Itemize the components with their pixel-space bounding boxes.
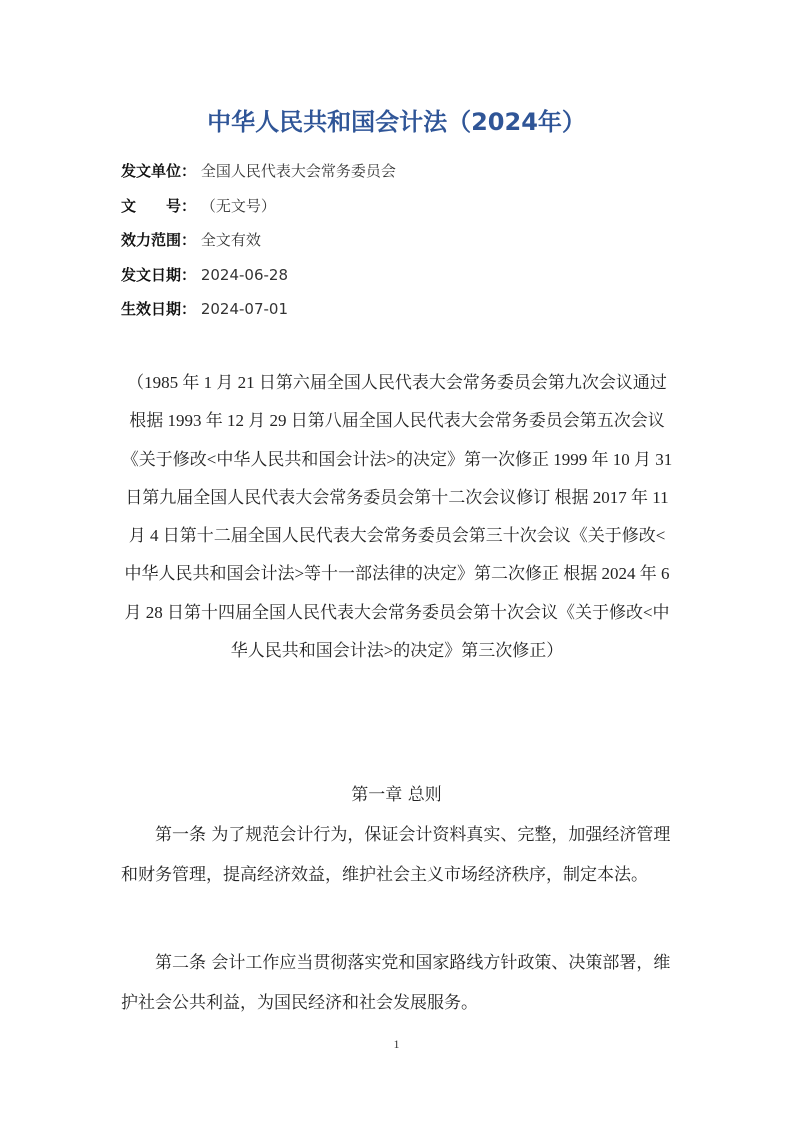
meta-value: 全文有效: [200, 231, 261, 249]
meta-label: 文 号: [121, 196, 182, 215]
meta-value: （无文号）: [200, 196, 276, 215]
meta-separator: ：: [181, 162, 197, 180]
meta-separator: ：: [181, 196, 197, 215]
document-title: 中华人民共和国会计法（2024年）: [207, 108, 586, 136]
document-meta: [121, 156, 681, 329]
meta-label: 发文单位: [121, 162, 182, 180]
legislative-history: （1985 年 1 月 21 日第六届全国人民代表大会常务委员会第九次会议通过 根据 1993 年 12 月 29 日第八届全国人民代表大会常务委员会第五次会议《关于修改<中华人民共和国会计法>的决定》第一次修正 1999 年 10 月 31 日第九届全国人民代表大会常务委员会第十二次会议修订 根据 2017 年 11 月 4 日第十二届全国人民代表大会常务委员会第三十次会议《关于修改<中华人民共和国会计法>等十一部法律的决定》第二次修正 根据 2024 年 6 月 28 日第十四届全国人民代表大会常务委员会第十次会议《关于修改<中华人民共和国会计法>的决定》第三次修正）: [121, 373, 673, 661]
article-2: 第二条 会计工作应当贯彻落实党和国家路线方针政策、决策部署，维护社会公共利益，为国民经济和社会发展服务。: [121, 953, 671, 1013]
meta-row-issuer: [121, 156, 681, 191]
page-number: 1: [393, 1037, 400, 1051]
meta-row-scope: [121, 225, 681, 260]
meta-value: 全国人民代表大会常务委员会: [200, 162, 396, 180]
meta-row-doc-number: [121, 191, 681, 226]
meta-label: 效力范围: [121, 231, 182, 249]
meta-separator: ：: [181, 300, 197, 318]
meta-row-effective-date: [121, 294, 681, 329]
meta-value: 2024-06-28: [200, 265, 288, 284]
meta-label: 发文日期: [121, 265, 182, 284]
meta-label: 生效日期: [121, 300, 182, 318]
meta-separator: ：: [181, 231, 197, 249]
article-1: 第一条 为了规范会计行为，保证会计资料真实、完整，加强经济管理和财务管理，提高经济效益，维护社会主义市场经济秩序，制定本法。: [121, 825, 671, 885]
meta-separator: ：: [181, 265, 197, 284]
chapter-heading: 第一章 总则: [351, 785, 442, 805]
meta-row-issue-date: [121, 260, 681, 295]
meta-value: 2024-07-01: [200, 300, 288, 318]
